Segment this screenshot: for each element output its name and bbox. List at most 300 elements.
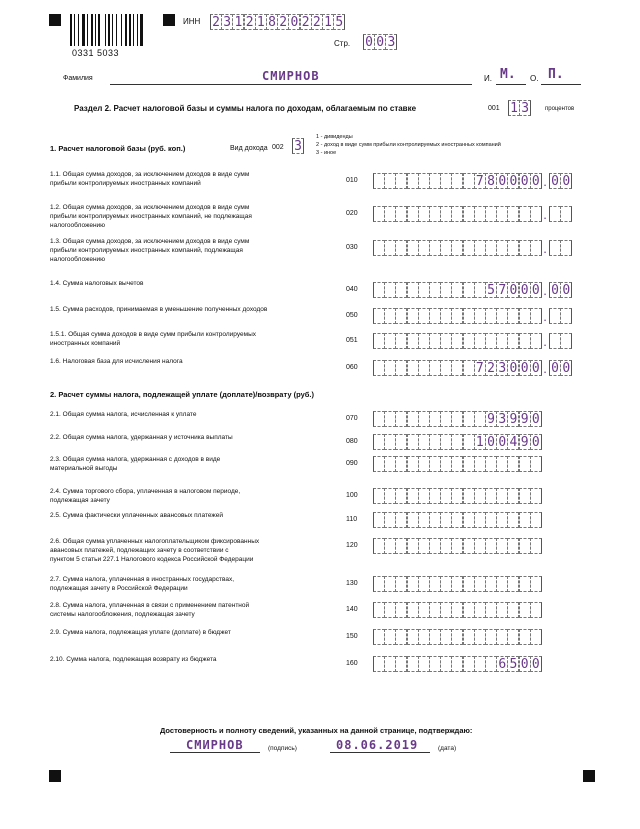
amount-int-cell [418,360,430,376]
tax-cell [384,629,396,645]
tax-cell [429,538,441,554]
amount-int [373,206,541,222]
row-label-line: 1.5. Сумма расходов, принимаемая в уменьшение полученных доходов [50,306,268,313]
tax-cell [407,629,419,645]
amount-int-cell [485,240,497,256]
tax-cell [373,512,385,528]
amount-field-050[interactable] [373,308,571,324]
amount-field-020[interactable] [373,206,571,222]
amount-int [373,333,541,349]
amount-int-cell [418,282,430,298]
barcode-bar [95,14,96,46]
amount-int-cell [530,240,542,256]
amount-frac-cell [549,308,561,324]
amount-int-cell [519,308,531,324]
amount-frac-cell [560,308,572,324]
amount-int-cell [440,308,452,324]
income-type-code: 002 [272,144,284,151]
amount-int-cell: 3 [496,360,508,376]
inn-cell: 2 [244,14,256,30]
tax-field-080[interactable] [373,434,541,450]
amount-int-cell [496,206,508,222]
row-label [50,203,252,230]
amount-frac-cell [560,206,572,222]
page-cell: 0 [363,34,375,50]
barcode-bar [87,14,88,46]
tax-cell [485,488,497,504]
amount-int-cell [463,333,475,349]
tax-cell [440,538,452,554]
barcode-bar [91,14,93,46]
row-code: 010 [346,177,358,184]
signature-label: (подпись) [268,745,297,752]
row-label-line: 2.4. Сумма торгового сбора, уплаченная в налоговом периоде, [50,488,241,495]
tax-cell: 0 [485,434,497,450]
amount-int-cell: 0 [530,173,542,189]
amount-frac-cell [560,240,572,256]
amount-int-cell: 0 [519,282,531,298]
tax-field-140[interactable] [373,602,541,618]
tax-cell [463,656,475,672]
tax-cell [384,434,396,450]
barcode-bar [70,14,72,46]
tax-cell [507,538,519,554]
tax-cell [395,538,407,554]
tax-cell: 5 [507,656,519,672]
row-code: 140 [346,606,358,613]
amount-int [373,308,541,324]
inn-cell: 0 [288,14,300,30]
amount-int-cell: 7 [496,282,508,298]
rate-cell: 3 [519,100,531,116]
tax-cell [530,538,542,554]
inn-cell: 2 [311,14,323,30]
tax-cell [496,456,508,472]
tax-cell [451,411,463,427]
tax-cell [485,538,497,554]
row-label-line: прибыли контролируемых иностранных компаний [50,180,201,187]
amount-field-010[interactable] [373,173,571,189]
initial-first-value[interactable]: М. [500,67,516,82]
amount-int-cell [463,308,475,324]
amount-int-cell [395,240,407,256]
row-label [50,330,256,348]
tax-cell [440,434,452,450]
tax-cell [418,538,430,554]
amount-int-cell: 0 [496,173,508,189]
income-type-option: 2 - доход в виде сумм прибыли контролируемых иностранных компаний [316,142,501,148]
tax-cell [395,411,407,427]
amount-int-cell [451,360,463,376]
tax-cell [429,456,441,472]
tax-cell [519,456,531,472]
tax-cell [373,456,385,472]
tax-cell [474,629,486,645]
tax-cell [507,512,519,528]
row-label-line: 2.8. Сумма налога, уплаченная в связи с применением патентной [50,602,250,609]
amount-int-cell: 0 [507,282,519,298]
tax-field-150[interactable] [373,629,541,645]
row-code: 130 [346,580,358,587]
tax-cell [451,434,463,450]
amount-int [373,282,541,298]
tax-cell [451,629,463,645]
tax-cell [451,602,463,618]
amount-int-cell [407,173,419,189]
tax-field-090[interactable] [373,456,541,472]
amount-int-cell [496,308,508,324]
tax-cell [384,576,396,592]
tax-cell: 1 [474,434,486,450]
signature-value[interactable]: СМИРНОВ [186,738,244,752]
row-code: 150 [346,633,358,640]
amount-int-cell [429,308,441,324]
amount-int-cell [440,240,452,256]
amount-int-cell [451,206,463,222]
decimal-point: . [543,207,547,222]
barcode-bar [137,14,138,46]
tax-cell [485,576,497,592]
tax-cell [463,538,475,554]
amount-int-cell [507,308,519,324]
amount-frac-cell: 0 [560,282,572,298]
barcode-bar [82,14,85,46]
tax-field-110[interactable] [373,512,541,528]
tax-field-160[interactable] [373,656,541,672]
tax-cell: 0 [530,656,542,672]
tax-cell [530,602,542,618]
tax-cell [418,602,430,618]
page-cell: 3 [385,34,397,50]
amount-int-cell: 5 [485,282,497,298]
row-label-line: 2.9. Сумма налога, подлежащая уплате (доплате) в бюджет [50,629,231,636]
tax-cell [496,602,508,618]
row-label-line: подлежащая зачету в Российской Федерации [50,585,188,592]
row-label-line: материальной выгоды [50,465,118,472]
amount-int-cell [418,333,430,349]
tax-cell [463,434,475,450]
row-label-line: авансовых платежей, подлежащих зачету в соответствии с [50,547,229,554]
amount-int-cell [384,360,396,376]
tax-cell [519,576,531,592]
corner-marker-bl [49,770,61,782]
amount-int-cell [373,173,385,189]
tax-cell [429,602,441,618]
amount-int-cell [451,282,463,298]
tax-field-130[interactable] [373,576,541,592]
amount-int-cell [463,206,475,222]
row-label [50,410,196,419]
amount-int-cell [384,308,396,324]
tax-cell [384,488,396,504]
tax-cell [463,602,475,618]
amount-int-cell [395,282,407,298]
tax-cell [440,656,452,672]
amount-field-051[interactable] [373,333,571,349]
income-type-field[interactable] [292,138,303,154]
amount-frac [549,282,571,298]
rate-field[interactable] [508,100,530,116]
row-code: 160 [346,660,358,667]
row-code: 090 [346,460,358,467]
row-label-line: 1.3. Общая сумма доходов, за исключением доходов в виде сумм [50,238,250,245]
tax-cell [451,538,463,554]
tax-cell [507,456,519,472]
tax-cell [407,434,419,450]
tax-cell [373,538,385,554]
barcode-bar [129,14,131,46]
inn-cell: 1 [322,14,334,30]
amount-int-cell [407,206,419,222]
amount-int-cell: 7 [474,360,486,376]
amount-int-cell: 7 [474,173,486,189]
amount-frac [549,173,571,189]
amount-int-cell [373,206,385,222]
tax-cell [485,629,497,645]
part1-title: 1. Расчет налоговой базы (руб. коп.) [50,144,186,153]
tax-cell [429,488,441,504]
tax-cell [474,488,486,504]
income-type-option: 1 - дивиденды [316,134,353,140]
amount-int-cell [418,173,430,189]
tax-cell [429,512,441,528]
tax-cell [496,629,508,645]
amount-int-cell [395,333,407,349]
barcode-bar [125,14,127,46]
row-label-line: налогообложению [50,222,106,229]
tax-cell [451,512,463,528]
barcode-number: 0331 5033 [72,48,120,58]
inn-cell: 2 [300,14,312,30]
tax-cell [474,456,486,472]
row-label-line: 2.1. Общая сумма налога, исчисленная к уплате [50,411,197,418]
amount-int-cell [507,240,519,256]
amount-int-cell [451,173,463,189]
row-code: 070 [346,415,358,422]
tax-cell [496,488,508,504]
tax-cell [463,512,475,528]
amount-int-cell [485,308,497,324]
tax-cell [474,656,486,672]
corner-marker-tl [49,14,61,26]
tax-cell [530,576,542,592]
row-label-line: прибыли контролируемых иностранных компаний, подлежащая [50,247,243,254]
row-label-line: 1.6. Налоговая база для исчисления налога [50,358,183,365]
amount-int-cell [373,240,385,256]
income-type-options [316,133,501,157]
amount-int-cell: 0 [530,282,542,298]
tax-cell [474,602,486,618]
tax-cell [373,434,385,450]
inn-cell: 3 [221,14,233,30]
date-underline [330,752,430,753]
tax-cell [407,411,419,427]
tax-cell: 9 [485,411,497,427]
amount-int-cell [530,333,542,349]
tax-cell [429,629,441,645]
amount-frac [549,333,571,349]
tax-cell: 0 [530,411,542,427]
row-label [50,455,220,473]
tax-cell [451,488,463,504]
amount-int-cell [384,240,396,256]
tax-cell [395,488,407,504]
amount-int-cell [440,282,452,298]
income-type-cell: 3 [292,138,304,154]
tax-cell [519,538,531,554]
tax-cell [496,512,508,528]
row-label [50,433,233,442]
row-label [50,601,249,619]
tax-cell [530,512,542,528]
row-code: 080 [346,438,358,445]
row-code: 040 [346,286,358,293]
amount-int-cell: 0 [519,173,531,189]
amount-field-030[interactable] [373,240,571,256]
row-label-line: 2.5. Сумма фактически уплаченных авансовых платежей [50,512,223,519]
tax-cell [496,576,508,592]
amount-int-cell [373,333,385,349]
amount-int-cell [407,308,419,324]
row-label-line: 1.2. Общая сумма доходов, за исключением доходов в виде сумм [50,204,250,211]
inn-field[interactable] [210,14,344,30]
amount-field-040[interactable] [373,282,571,298]
amount-frac-cell: 0 [549,282,561,298]
amount-frac [549,360,571,376]
tax-cell: 6 [496,656,508,672]
row-label [50,279,143,288]
amount-int-cell [373,308,385,324]
row-code: 051 [346,337,358,344]
initial-patr-underline [541,84,581,85]
amount-int-cell [451,333,463,349]
amount-int-cell [530,206,542,222]
amount-int-cell [384,173,396,189]
tax-cell [463,488,475,504]
amount-int-cell [429,282,441,298]
initial-first-underline [496,84,526,85]
tax-cell [507,629,519,645]
tax-cell [474,512,486,528]
amount-int-cell [507,206,519,222]
amount-int-cell [496,333,508,349]
row-label-line: 2.7. Сумма налога, уплаченная в иностранных государствах, [50,576,235,583]
amount-int-cell [474,333,486,349]
tax-cell [373,656,385,672]
surname-value[interactable]: СМИРНОВ [262,69,320,83]
tax-field-100[interactable] [373,488,541,504]
tax-cell [451,656,463,672]
row-label [50,575,234,593]
barcode [70,14,142,46]
tax-cell [463,411,475,427]
amount-frac-cell [549,240,561,256]
tax-cell [407,602,419,618]
page-field[interactable] [363,34,397,50]
rate-code: 001 [488,105,500,112]
tax-cell [395,576,407,592]
amount-int-cell [463,360,475,376]
tax-cell [384,456,396,472]
row-label [50,170,249,188]
amount-frac-cell: 0 [560,173,572,189]
initial-patr-value[interactable]: П. [548,67,564,82]
tax-cell [429,411,441,427]
amount-int-cell: 2 [485,360,497,376]
tax-cell [384,602,396,618]
amount-int-cell [474,308,486,324]
tax-cell [485,656,497,672]
row-code: 110 [346,516,358,523]
amount-int-cell [407,333,419,349]
row-label-line: пунктом 5 статьи 227.1 Налогового кодекса Российской Федерации [50,556,254,563]
tax-cell [485,602,497,618]
tax-cell [485,512,497,528]
tax-cell [418,576,430,592]
amount-int-cell [474,206,486,222]
inn-cell: 5 [333,14,345,30]
tax-cell [395,456,407,472]
amount-frac-cell: 0 [560,360,572,376]
tax-field-070[interactable] [373,411,541,427]
row-label [50,487,240,505]
tax-cell [440,629,452,645]
decimal-point: . [543,334,547,349]
amount-int-cell [395,308,407,324]
tax-cell [407,656,419,672]
tax-cell [418,456,430,472]
tax-cell [530,488,542,504]
amount-int-cell [429,206,441,222]
row-label-line: подлежащая зачету [50,497,110,504]
tax-cell [418,656,430,672]
date-value[interactable]: 08.06.2019 [336,738,419,752]
amount-int-cell [418,308,430,324]
tax-cell [373,411,385,427]
tax-field-120[interactable] [373,538,541,554]
amount-frac-cell: 0 [549,173,561,189]
tax-cell [440,488,452,504]
tax-cell [373,629,385,645]
tax-cell [485,456,497,472]
corner-marker-tr [163,14,175,26]
tax-cell [519,512,531,528]
tax-cell: 0 [519,656,531,672]
amount-int-cell [519,333,531,349]
amount-int-cell [519,206,531,222]
amount-int-cell [384,333,396,349]
amount-field-060[interactable] [373,360,571,376]
tax-cell [384,512,396,528]
barcode-bar [140,14,143,46]
tax-cell [440,602,452,618]
row-label-line: 1.5.1. Общая сумма доходов в виде сумм прибыли контролируемых [50,331,257,338]
surname-underline [110,84,472,85]
amount-int [373,240,541,256]
rate-cell: 1 [508,100,520,116]
row-code: 050 [346,312,358,319]
tax-cell [384,411,396,427]
row-label-line: системы налогообложения, подлежащая зачету [50,611,195,618]
amount-int-cell [418,206,430,222]
amount-int-cell [407,360,419,376]
row-label-line: 1.1. Общая сумма доходов, за исключением доходов в виде сумм [50,171,250,178]
tax-cell [418,411,430,427]
tax-cell: 9 [519,411,531,427]
row-label-line: 2.3. Общая сумма налога, удержанная с доходов в виде [50,456,221,463]
row-label [50,237,249,264]
amount-int-cell [451,240,463,256]
